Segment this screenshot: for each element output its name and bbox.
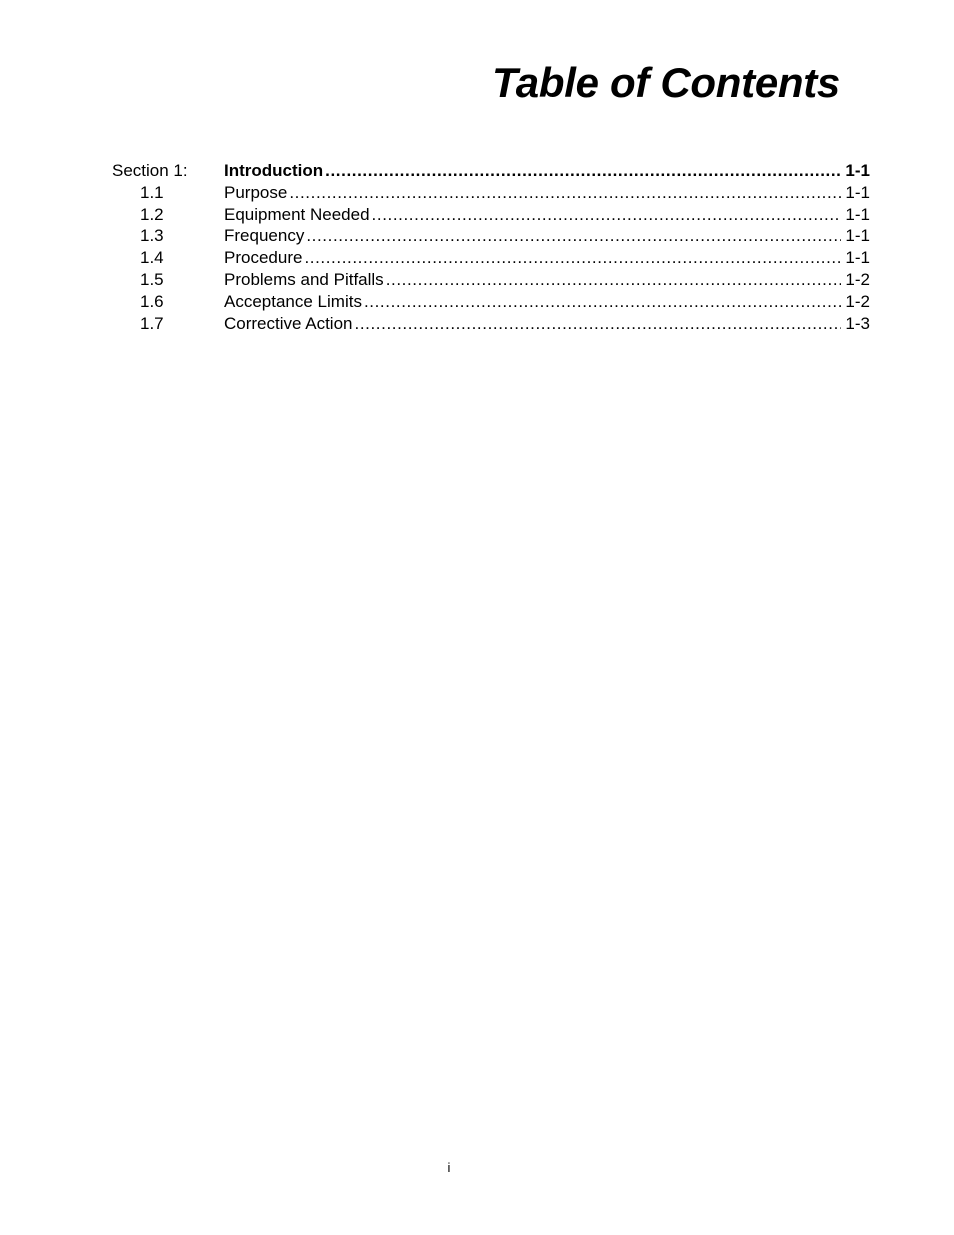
toc-entry-label: Procedure [224,248,303,268]
toc-entry [224,182,870,204]
toc-entry-label: Acceptance Limits [224,291,362,311]
toc-entry-number: 1.3 [140,226,164,246]
toc-dot-leader [364,291,841,313]
toc-entry-number: 1.5 [140,269,164,289]
toc-entry-page: 1-1 [845,182,870,202]
toc-entry [224,225,870,247]
toc-section-page: 1-1 [845,161,870,180]
toc-entry [224,291,870,313]
page-title: Table of Contents [491,59,840,106]
toc-section-label: Introduction [224,161,324,180]
table-of-contents [112,160,870,334]
toc-entry-label: Corrective Action [224,313,353,333]
toc-dot-leader [325,160,841,182]
toc-entry-number: 1.2 [140,204,164,224]
toc-entry-label: Frequency [224,226,305,246]
toc-entry-number: 1.7 [140,313,164,333]
toc-dot-leader [289,182,841,204]
toc-dot-leader [386,269,842,291]
toc-entry-label: Purpose [224,182,288,202]
toc-entry-number: 1.6 [140,291,164,311]
toc-entry-label: Problems and Pitfalls [224,269,384,289]
toc-entry-page: 1-1 [845,204,870,224]
toc-row[interactable] [112,291,870,313]
page-number: i [447,1160,451,1175]
toc-entry-page: 1-2 [845,291,870,311]
toc-row[interactable] [112,182,870,204]
toc-row[interactable] [112,247,870,269]
toc-section-number: Section 1: [112,161,188,180]
toc-entry [224,204,870,226]
toc-dot-leader [372,204,842,226]
toc-dot-leader [355,313,842,335]
toc-row[interactable] [112,225,870,247]
toc-entry-page: 1-1 [845,226,870,246]
toc-entry-page: 1-1 [845,248,870,268]
toc-entry-page: 1-2 [845,269,870,289]
toc-entry-number: 1.4 [140,248,164,268]
toc-entry [224,247,870,269]
toc-entry [224,313,870,335]
toc-dot-leader [306,225,841,247]
toc-entry [224,160,870,182]
toc-entry [224,269,870,291]
toc-row[interactable] [112,269,870,291]
toc-entry-number: 1.1 [140,182,164,202]
toc-entry-label: Equipment Needed [224,204,370,224]
toc-entry-page: 1-3 [845,313,870,333]
toc-dot-leader [304,247,841,269]
toc-section-row[interactable] [112,160,870,182]
toc-row[interactable] [112,313,870,335]
toc-row[interactable] [112,204,870,226]
